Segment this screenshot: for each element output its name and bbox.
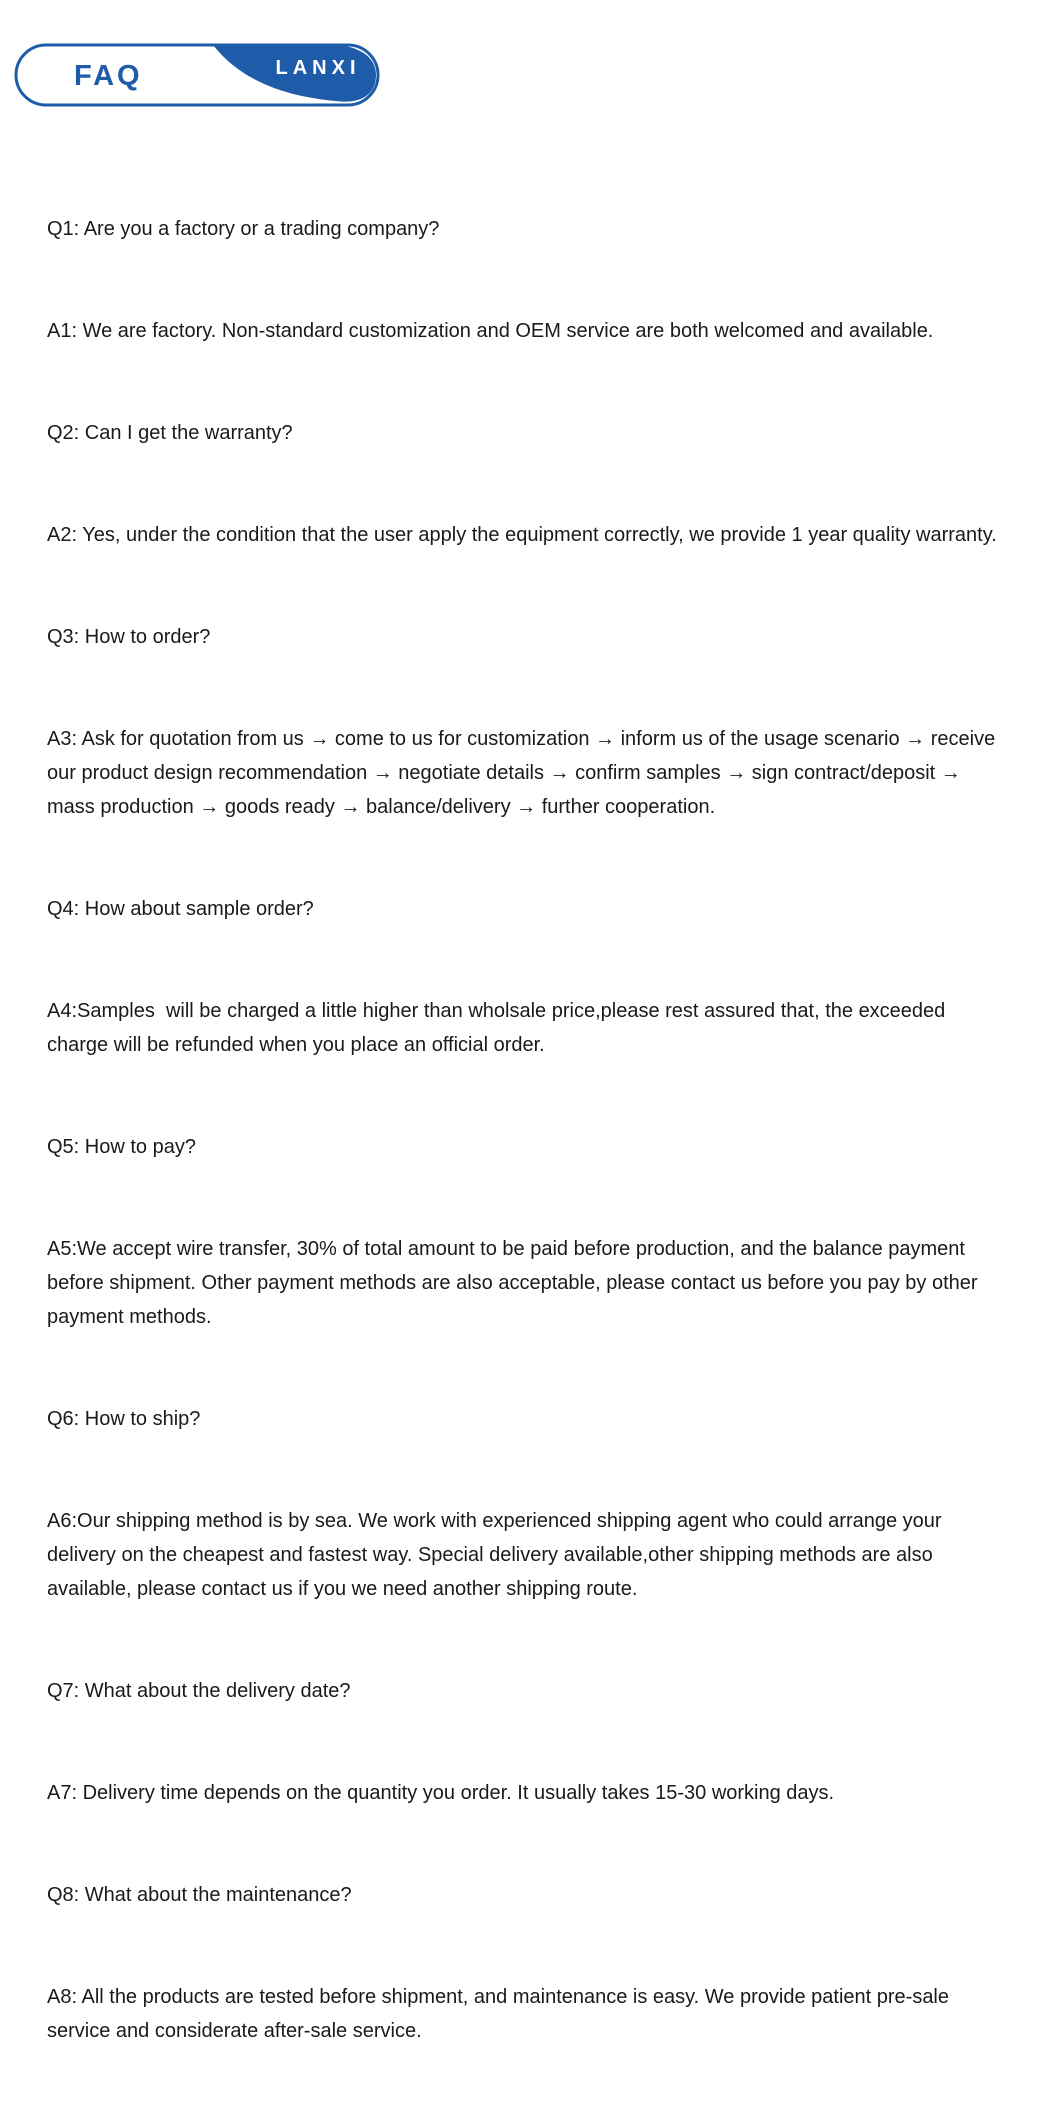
faq-question: Q2: Can I get the warranty? [47,422,293,444]
faq-answer: A2: Yes, under the condition that the user apply the equipment correctly, we provide 1 year quality warranty. [47,524,997,546]
faq-answer: A7: Delivery time depends on the quantity you order. It usually takes 15-30 working days. [47,1782,835,1804]
faq-answer: A8: All the products are tested before shipment, and maintenance is easy. We provide patient pre-sale service and considerate after-sale service. [47,1986,955,2042]
brand-badge [14,43,380,107]
faq-answer: A3: Ask for quotation from us → come to us for customization → inform us of the usage scenario → receive our product design recommendation → negotiate details → confirm samples → sign contract/deposit → mass production → goods ready → balance/delivery → further cooperation. [47,728,1001,818]
brand-name: LANXI [275,57,361,79]
faq-question: Q5: How to pay? [47,1136,196,1158]
faq-answer: A1: We are factory. Non-standard customization and OEM service are both welcomed and available. [47,320,934,342]
faq-question: Q3: How to order? [47,626,211,648]
faq-question: Q8: What about the maintenance? [47,1884,352,1906]
faq-list [47,144,1005,2116]
faq-title: FAQ [74,60,143,92]
faq-answer: A5:We accept wire transfer, 30% of total amount to be paid before production, and the balance payment before shipment. Other payment methods are also acceptable, please contact us before you pay by other payment methods. [47,1238,984,1328]
faq-question: Q7: What about the delivery date? [47,1680,351,1702]
faq-answer: A4:Samples will be charged a little higher than wholsale price,please rest assured that, the exceeded charge will be refunded when you place an official order. [47,1000,951,1056]
faq-answer: A6:Our shipping method is by sea. We work with experienced shipping agent who could arrange your delivery on the cheapest and fastest way. Special delivery available,other shipping methods are also available, please contact us if you we need another shipping route. [47,1510,948,1600]
faq-question: Q6: How to ship? [47,1408,201,1430]
faq-question: Q4: How about sample order? [47,898,314,920]
faq-question: Q1: Are you a factory or a trading company? [47,218,440,240]
